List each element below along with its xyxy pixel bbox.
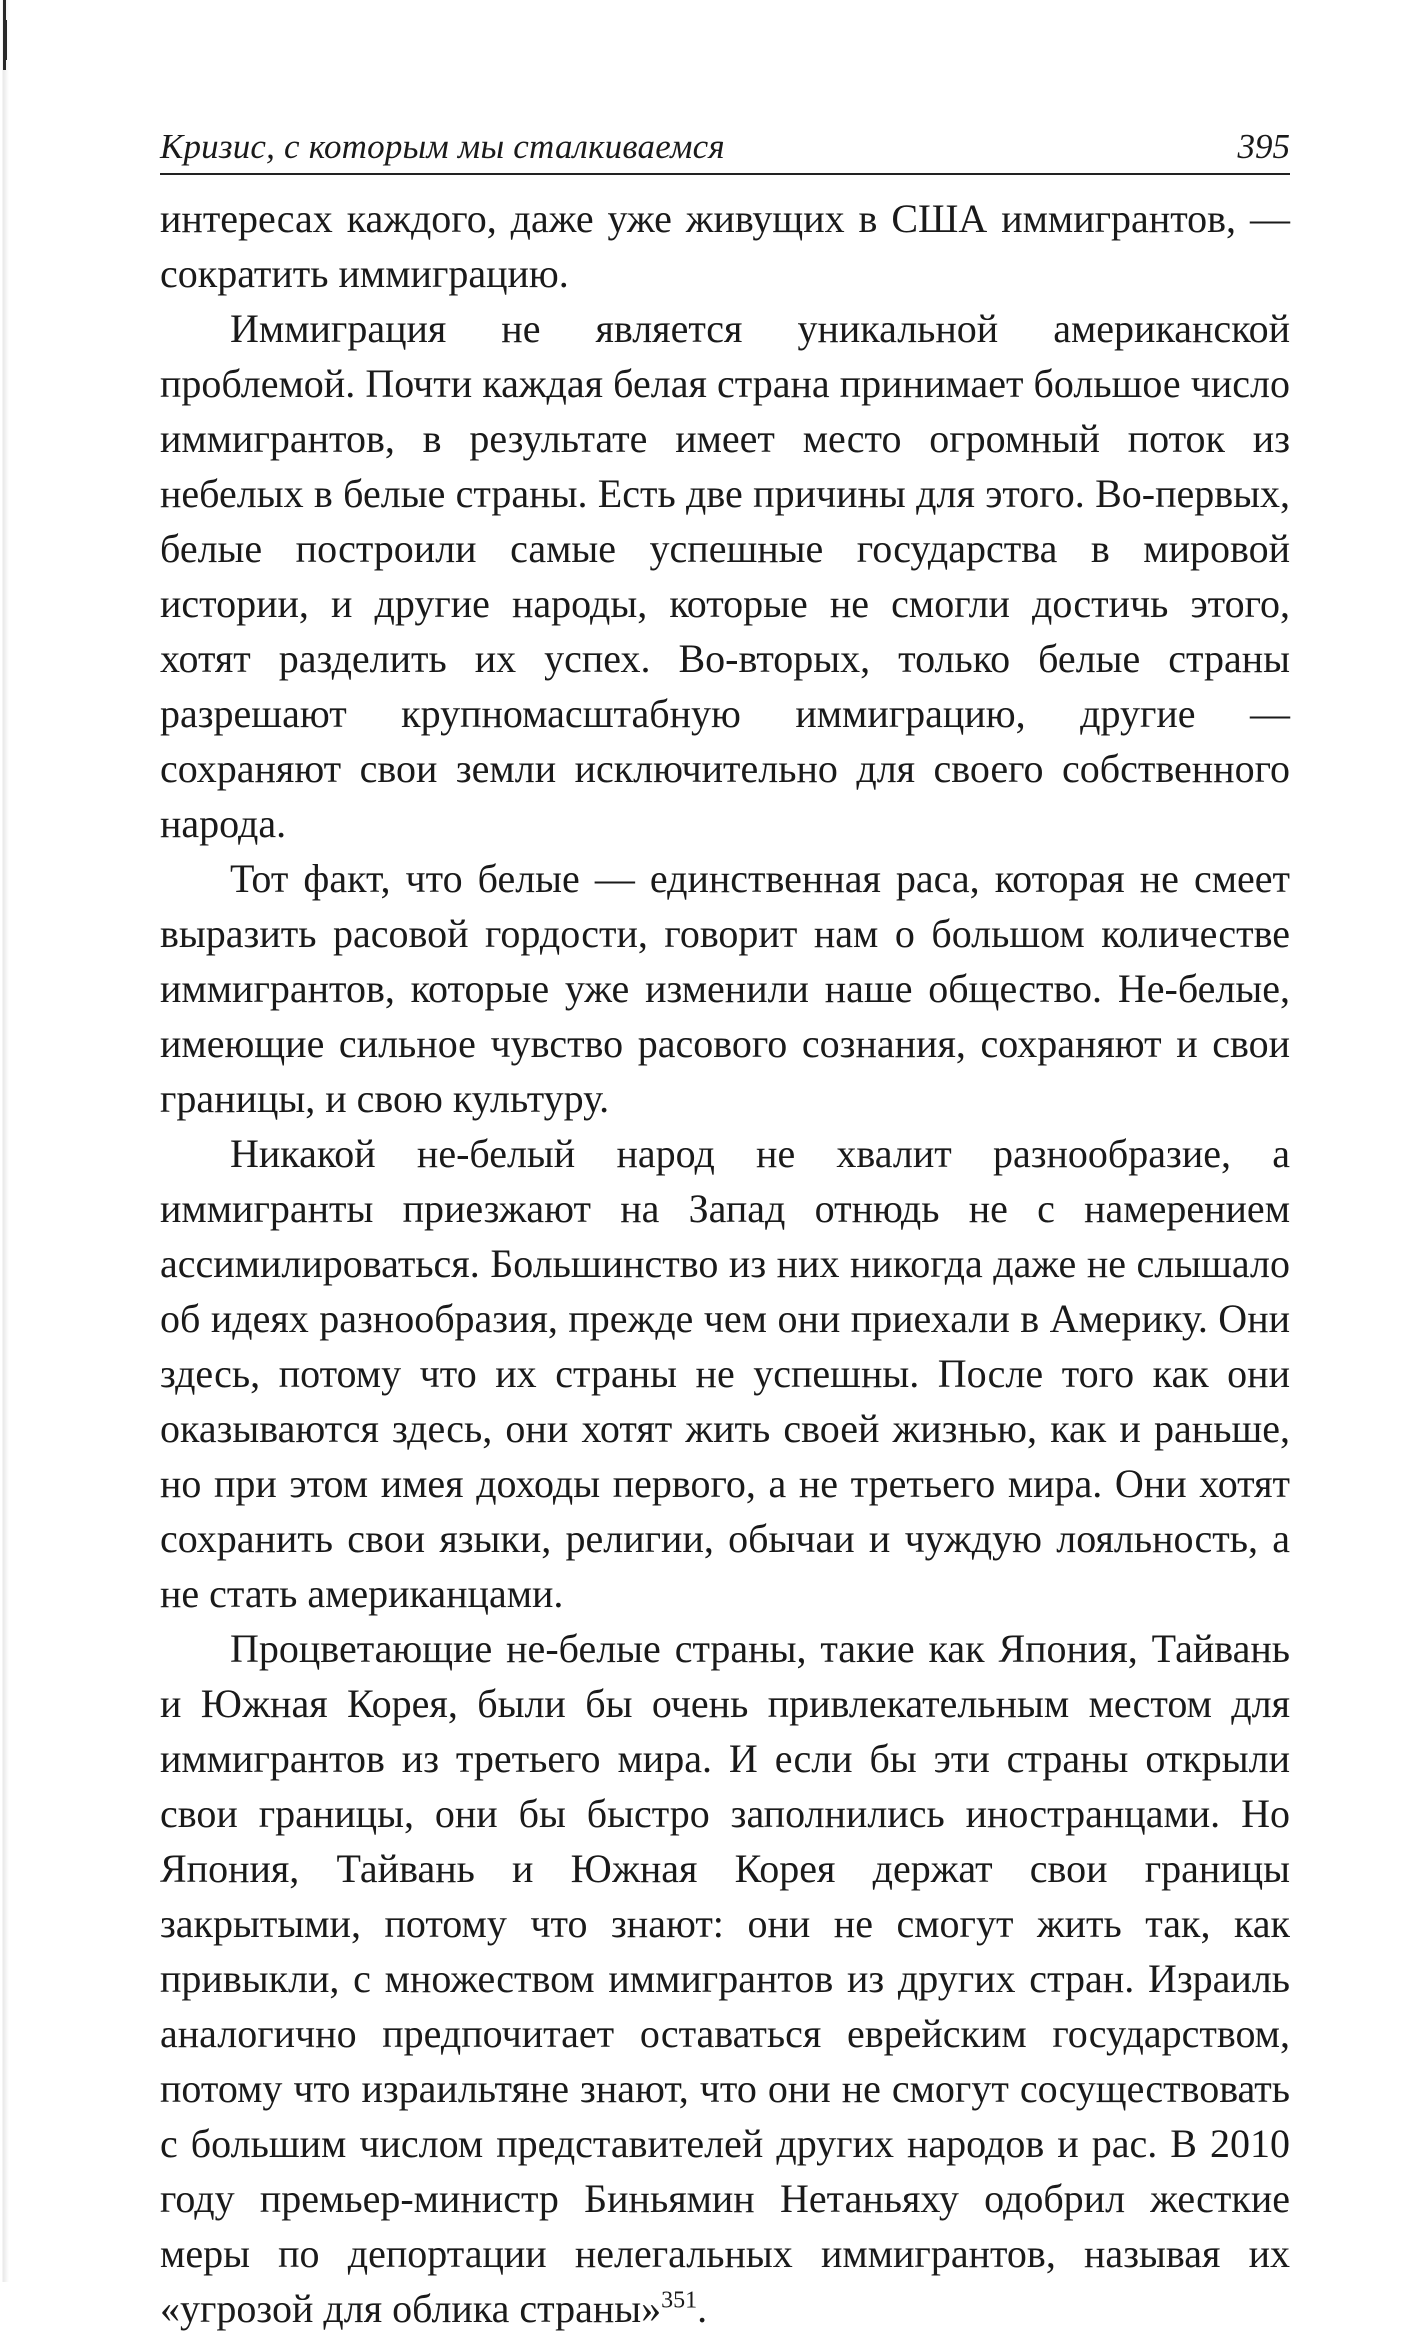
running-header (160, 125, 1290, 175)
running-title: Кризис, с которым мы сталкиваемся (160, 127, 725, 166)
paragraph: Тот факт, что белые — единственная раса, которая не смеет выразить расовой гордости, говорит нам о большом количестве иммигрантов, которые уже изменили наше общество. Не-белые, имеющие сильное чувство расового сознания, сохраняют и свои границы, и свою культуру. (160, 856, 1290, 1121)
paragraph: Иммиграция не является уникальной американской проблемой. Почти каждая белая страна принимает большое число иммигрантов, в результате имеет место огромный поток из небелых в белые страны. Есть две причины для этого. Во-первых, белые построили самые успешные государства в мировой истории, и другие народы, которые не смогли достичь этого, хотят разделить их успех. Во-вторых, только белые страны разрешают крупномасштабную иммиграцию, другие — сохраняют свои земли исключительно для своего собственного народа. (160, 306, 1290, 846)
paragraph: интересах каждого, даже уже живущих в США иммигрантов, — сократить иммиграцию. (160, 196, 1290, 296)
scan-edge-mark (5, 20, 7, 60)
footnote-reference[interactable]: 351 (661, 2287, 698, 2314)
paragraph-tail: . (697, 2286, 708, 2331)
body-text (160, 191, 1290, 2336)
paragraph (160, 1621, 1290, 2336)
paragraph: Никакой не-белый народ не хвалит разнообразие, а иммигранты приезжают на Запад отнюдь не с намерением ассимилироваться. Большинство из них никогда даже не слышало об идеях разнообразия, прежде чем они приехали в Америку. Они здесь, потому что их страны не успешны. После того как они оказываются здесь, они хотят жить своей жизнью, как и раньше, но при этом имея доходы первого, а не третьего мира. Они хотят сохранить свои языки, религии, обычаи и чуждую лояльность, а не стать американцами. (160, 1131, 1290, 1616)
paragraph-text: Процветающие не-белые страны, такие как Япония, Тайвань и Южная Корея, были бы очень привлекательным местом для иммигрантов из третьего мира. И если бы эти страны открыли свои границы, они бы быстро заполнились иностранцами. Но Япония, Тайвань и Южная Корея держат свои границы закрытыми, потому что знают: они не смогут жить так, как привыкли, с множеством иммигрантов из других стран. Израиль аналогично предпочитает оставаться еврейским государством, потому что израильтяне знают, что они не смогут сосуществовать с большим числом представителей других народов и рас. В 2010 году премьер-министр Биньямин Нетаньяху одобрил жесткие меры по депортации нелегальных иммигрантов, называя их «угрозой для облика страны» (160, 1626, 1290, 2331)
book-page (160, 125, 1290, 2336)
page-number: 395 (1237, 127, 1290, 166)
scan-edge (0, 0, 9, 2282)
